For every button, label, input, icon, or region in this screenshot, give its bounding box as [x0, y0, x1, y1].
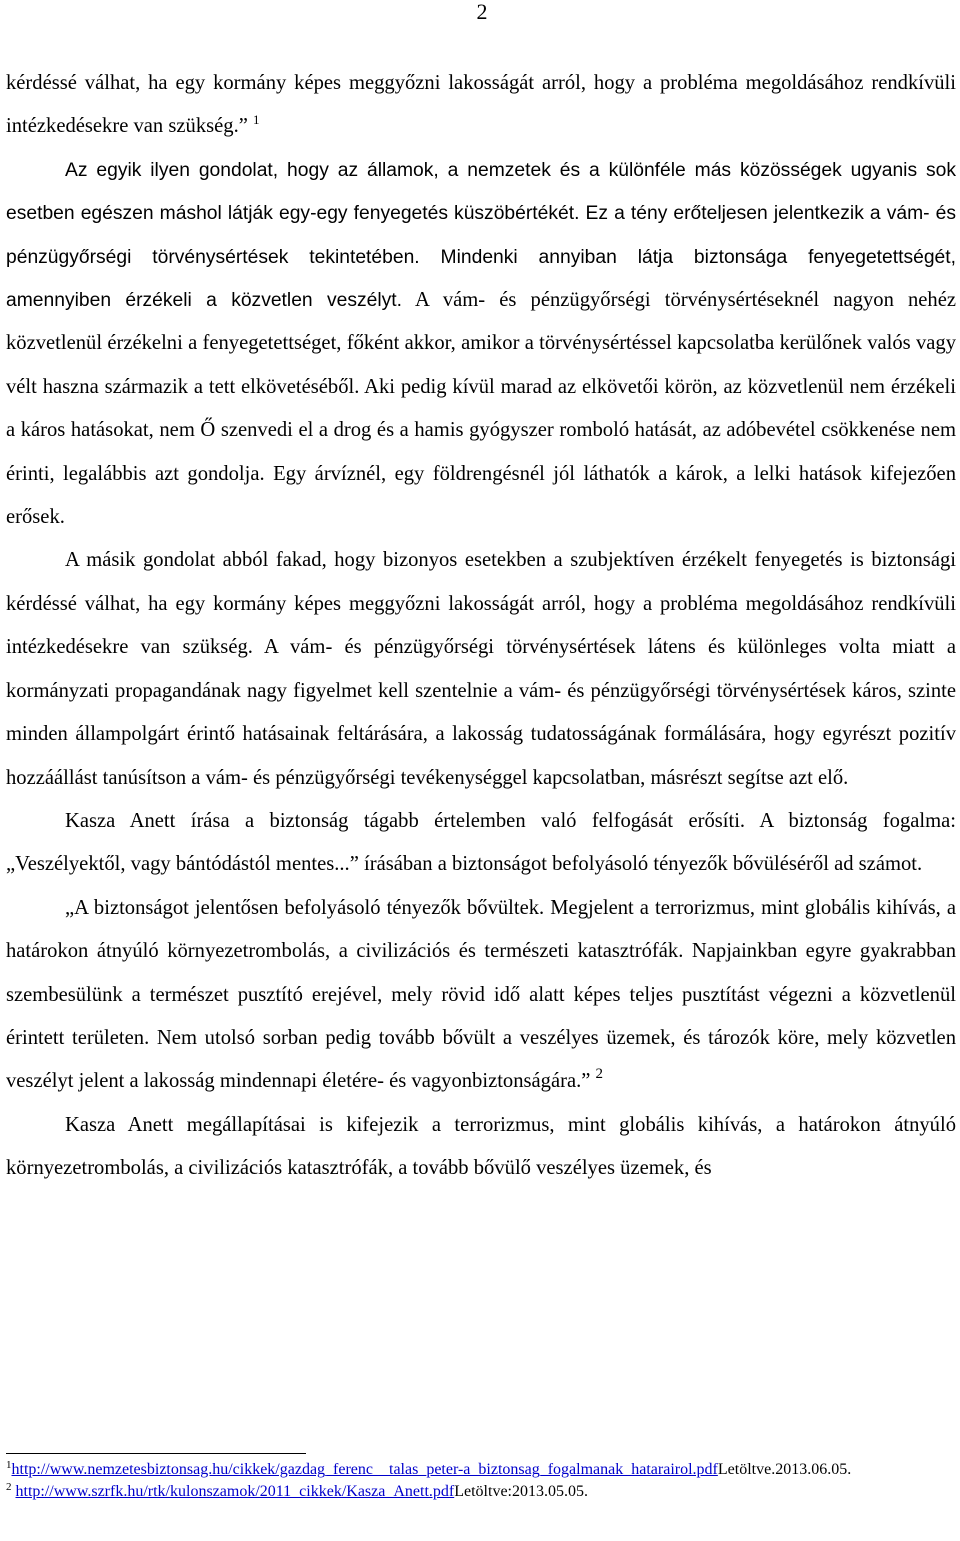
footnote-2 — [6, 1481, 946, 1503]
page-number: 2 — [476, 0, 488, 24]
footnote-reference: 1 — [253, 112, 260, 128]
paragraph-text: A másik gondolat abból fakad, hogy bizonyos esetekben a szubjektíven érzékelt fenyegetés is biztonsági kérdéssé válhat, ha egy kormány képes meggyőzni lakosságát arról, hogy a probléma megoldásához rendkívüli intézkedésekre van szükség. A vám- és pénzügyőrségi törvénysértések látens és különleges volta miatt a kormányzati propagandának nagy figyelmet kell szentelnie a vám- és pénzügyőrségi törvénysértések káros, szinte minden állampolgárt érintő hatásainak feltárására, a lakosság tudatosságának formálására, hogy egyrészt pozitív hozzáállást tanúsítson a vám- és pénzügyőrségi tevékenységgel kapcsolatban, másrészt segítse azt elő. — [6, 549, 956, 789]
paragraph — [6, 800, 956, 887]
paragraph-text: Az egyik ilyen gondolat, hogy az államok, a nemzetek és a különféle más közösségek ugyanis sok esetben egészen máshol látják egy-egy fenyegetés küszöbértékét. Ez a tény erőteljesen jelentkezik a vám- és pénzügyőrségi törvénysértések tekintetében. Mindenki annyiban látja biztonsága fenyegetettségét, amennyiben érzékeli a közvetlen veszélyt. — [6, 159, 956, 312]
paragraph-text: A vám- és pénzügyőrségi törvénysértéseknél nagyon nehéz közvetlenül érzékelni a fenyegetettséget, főként akkor, amikor a törvénysértéssel kapcsolatba kerülőnek valós vagy vélt haszna származik a tett elkövetéséből. Aki pedig kívül marad az elkövetői körön, az közvetlenül nem érzékeli a káros hatásokat, nem Ő szenvedi el a drog és a hamis gyógyszer romboló hatását, az adóbevétel csökkenése nem érinti, legalábbis azt gondolja. Egy árvíznél, egy földrengésnél jól láthatók a károk, a lelki hatások kifejezően erősek. — [6, 289, 956, 529]
paragraph-text: kérdéssé válhat, ha egy kormány képes meggyőzni lakosságát arról, hogy a probléma megoldásához rendkívüli intézkedésekre van szükség.” — [6, 72, 956, 138]
paragraph-text: Kasza Anett írása a biztonság tágabb értelemben való felfogását erősíti. A biztonság fogalma: „Veszélyektől, vagy bántódástól mentes...” írásában a biztonságot befolyásoló tényezők bővüléséről ad számot. — [6, 809, 956, 876]
body-text — [6, 62, 956, 1191]
footnote-reference: 2 — [595, 1066, 604, 1083]
paragraph-text: Kasza Anett megállapításai is kifejezik a terrorizmus, mint globális kihívás, a határokon átnyúló környezetrombolás, a civilizációs katasztrófák, a tovább bővülő veszélyes üzemek, és — [6, 1113, 956, 1180]
footnote-link[interactable]: http://www.szrfk.hu/rtk/kulonszamok/2011_cikkek/Kasza_Anett.pdf — [15, 1483, 455, 1500]
paragraph — [6, 1104, 956, 1191]
footnotes — [6, 1459, 946, 1503]
footnote-number: 1 — [6, 1459, 12, 1471]
footnote-1 — [6, 1459, 946, 1481]
paragraph — [6, 539, 956, 799]
footnote-separator — [6, 1453, 306, 1454]
footnote-download-date: Letöltve:2013.05.05. — [454, 1483, 588, 1500]
paragraph — [6, 887, 956, 1104]
footnote-link[interactable]: http://www.nemzetesbiztonsag.hu/cikkek/gazdag_ferenc__talas_peter-a_biztonsag_fogalmanak_hatarairol.pdf — [11, 1461, 718, 1478]
footnote-number: 2 — [6, 1481, 12, 1493]
paragraph-text: „A biztonságot jelentősen befolyásoló tényezők bővültek. Megjelent a terrorizmus, mint globális kihívás, a határokon átnyúló környezetrombolás, a civilizációs és természeti katasztrófák. Napjainkban egyre gyakrabban szembesülünk a természet pusztító erejével, mely rövid idő alatt képes teljes pusztítást végezni a közvetlenül érintett területen. Nem utolsó sorban pedig tovább bővült a veszélyes üzemek, és tározók köre, mely közvetlen veszélyt jelent a lakosság mindennapi életére- és vagyonbiztonságára.” — [6, 896, 956, 1093]
paragraph — [6, 149, 956, 540]
footnote-download-date: Letöltve.2013.06.05. — [717, 1461, 852, 1478]
paragraph — [6, 62, 956, 149]
